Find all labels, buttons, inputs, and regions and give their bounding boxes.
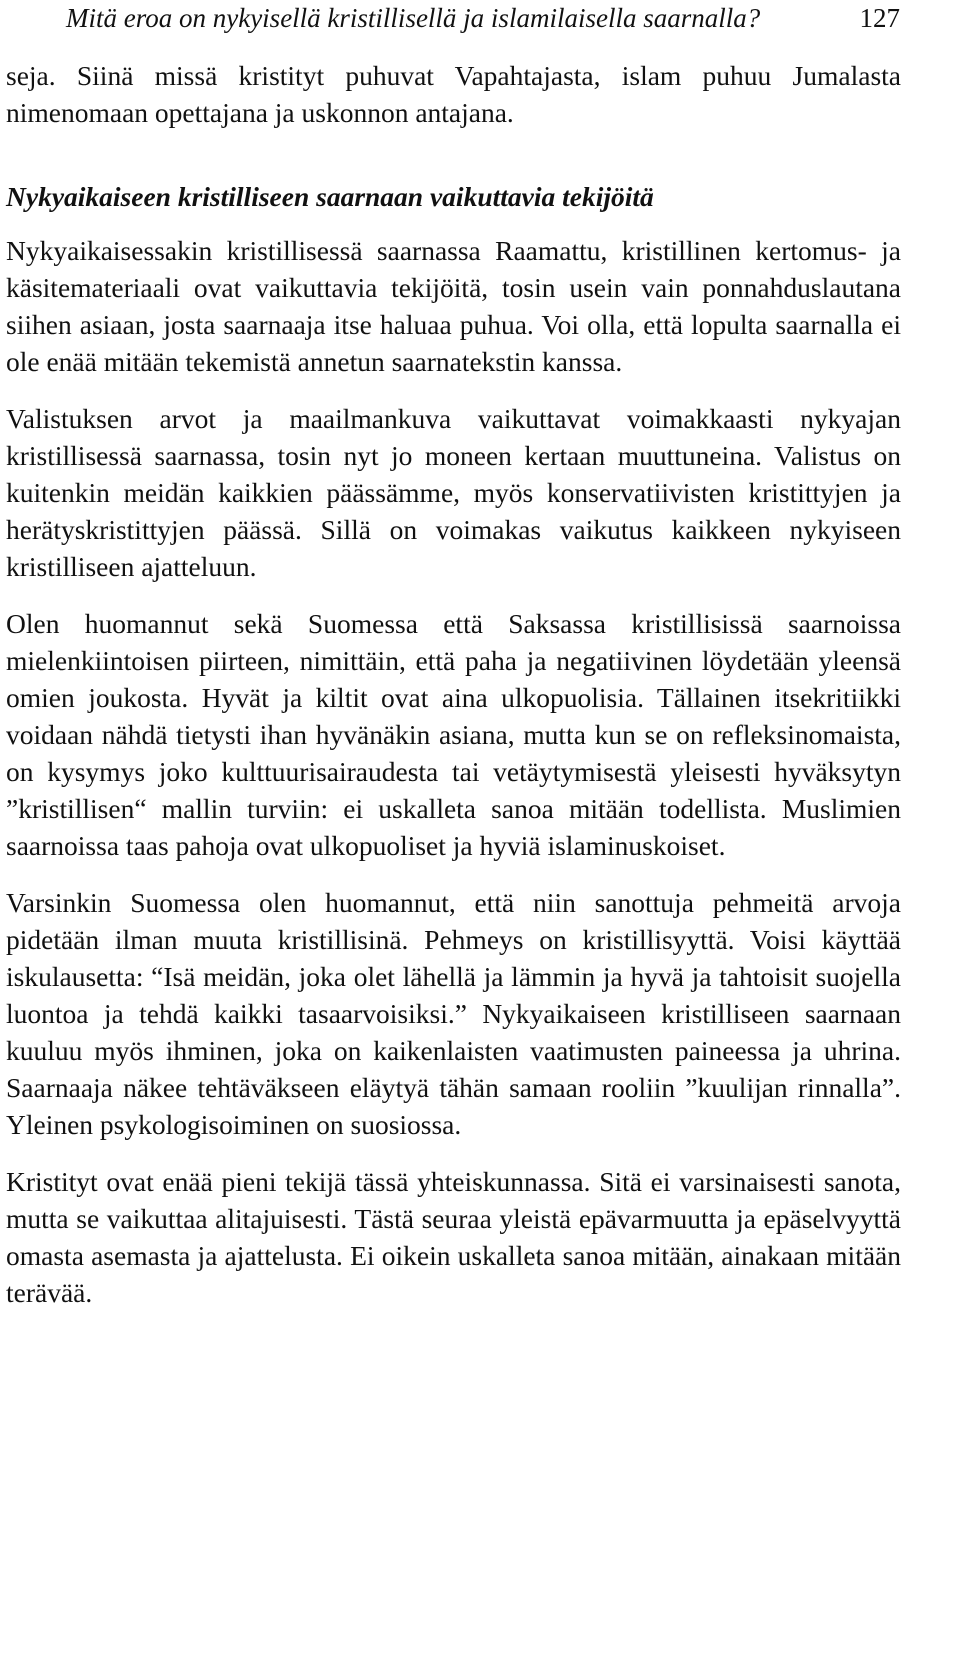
body-text <box>6 57 901 1311</box>
running-head-title: Mitä eroa on nykyisellä kristillisellä ja islamilaisella saarnalla? <box>66 3 761 33</box>
paragraph-continued: seja. Siinä missä kristityt puhuvat Vapahtajasta, islam puhuu Jumalasta nimenomaan opettajana ja uskonnon antajana. <box>6 60 901 128</box>
paragraph-soft-values: Varsinkin Suomessa olen huomannut, että niin sanottuja pehmeitä arvoja pidetään ilman muuta kristillisinä. Pehmeys on kristillisyyttä. Voisi käyttää iskulausetta: “Isä meidän, joka olet lähellä ja lämmin ja hyvä ja tahtoisit suojella luontoa ja tehdä kaikki tasaarvoisiksi.” Nykyaikaiseen kristilliseen saarnaan kuuluu myös ihminen, joka on kaikenlaisten vaatimusten paineessa ja uhrina. Saarnaaja näkee tehtäväkseen eläytyä tähän samaan rooliin ”kuulijan rinnalla”. Yleinen psykologisoiminen on suosiossa. <box>6 887 901 1140</box>
page-number: 127 <box>859 3 900 33</box>
paragraph-minority: Kristityt ovat enää pieni tekijä tässä yhteiskunnassa. Sitä ei varsinaisesti sanota, mutta se vaikuttaa alitajuisesti. Tästä seuraa yleistä epävarmuutta ja epäselvyyttä omasta asemasta ja ajattelusta. Ei oikein uskalleta sanoa mitään, ainakaan mitään terävää. <box>6 1166 901 1308</box>
section-heading: Nykyaikaiseen kristilliseen saarnaan vaikuttavia tekijöitä <box>6 181 654 212</box>
running-head <box>66 2 900 34</box>
paragraph-bible-influence: Nykyaikaisessakin kristillisessä saarnassa Raamattu, kristillinen kertomus- ja käsitemateriaali ovat vaikuttavia tekijöitä, tosin usein vain ponnahduslautana siihen asiaan, josta saarnaaja itse haluaa puhua. Voi olla, että lopulta saarnalla ei ole enää mitään tekemistä annetun saarnatekstin kanssa. <box>6 235 901 377</box>
paragraph-enlightenment: Valistuksen arvot ja maailmankuva vaikuttavat voimakkaasti nykyajan kristillisessä saarnassa, tosin nyt jo moneen kertaan muuttuneina. Valistus on kuitenkin meidän kaikkien päässämme, myös konservatiivisten kristittyjen ja herätyskristittyjen päässä. Sillä on voimakas vaikutus kaikkeen nykyiseen kristilliseen ajatteluun. <box>6 403 901 582</box>
paragraph-self-criticism: Olen huomannut sekä Suomessa että Saksassa kristillisissä saarnoissa mielenkiintoisen piirteen, nimittäin, että paha ja negatiivinen löydetään yleensä omien joukosta. Hyvät ja kiltit ovat aina ulkopuolisia. Tällainen itsekritiikki voidaan nähdä tietysti ihan hyvänäkin asiana, mutta kun se on refleksinomaista, on kysymys joko kulttuurisairaudesta tai vetäytymisestä yleisesti hyväksytyn ”kristillisen“ mallin turviin: ei uskalleta sanoa mitään todellista. Muslimien saarnoissa taas pahoja ovat ulkopuoliset ja hyviä islaminuskoiset. <box>6 608 901 861</box>
